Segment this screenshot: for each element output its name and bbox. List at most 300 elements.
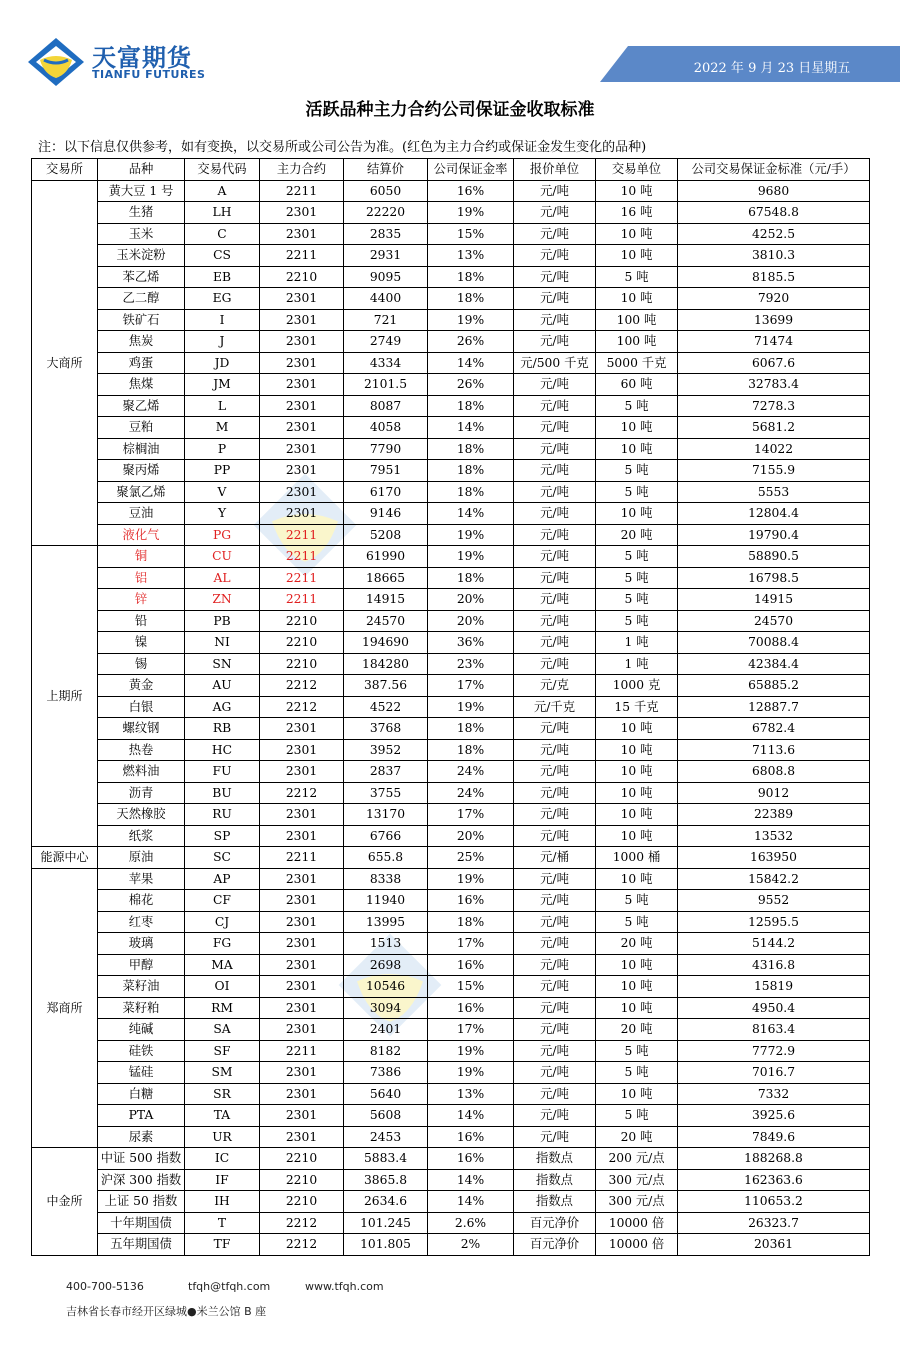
- cell-name: 纯碱: [98, 1019, 185, 1041]
- cell-margin: 7920: [678, 288, 870, 310]
- cell-name: 天然橡胶: [98, 804, 185, 826]
- cell-unit: 5 吨: [596, 567, 678, 589]
- table-row: [32, 524, 870, 546]
- cell-code: CS: [185, 245, 260, 267]
- cell-contract: 2212: [260, 675, 344, 697]
- cell-margin: 19790.4: [678, 524, 870, 546]
- cell-unit: 10 吨: [596, 997, 678, 1019]
- cell-name: 焦煤: [98, 374, 185, 396]
- cell-quote: 元/吨: [514, 997, 596, 1019]
- cell-unit: 1000 桶: [596, 847, 678, 869]
- cell-price: 5640: [344, 1083, 428, 1105]
- cell-contract: 2210: [260, 632, 344, 654]
- cell-unit: 1 吨: [596, 653, 678, 675]
- cell-unit: 10 吨: [596, 438, 678, 460]
- cell-code: CJ: [185, 911, 260, 933]
- cell-unit: 10 吨: [596, 1083, 678, 1105]
- table-row: [32, 180, 870, 202]
- cell-price: 3952: [344, 739, 428, 761]
- cell-contract: 2301: [260, 804, 344, 826]
- cell-quote: 元/吨: [514, 546, 596, 568]
- cell-rate: 18%: [428, 911, 514, 933]
- table-row: [32, 288, 870, 310]
- cell-rate: 20%: [428, 825, 514, 847]
- cell-name: 硅铁: [98, 1040, 185, 1062]
- cell-rate: 26%: [428, 331, 514, 353]
- cell-unit: 5 吨: [596, 546, 678, 568]
- cell-code: SF: [185, 1040, 260, 1062]
- cell-unit: 5 吨: [596, 481, 678, 503]
- cell-rate: 18%: [428, 567, 514, 589]
- cell-name: 白银: [98, 696, 185, 718]
- cell-price: 9146: [344, 503, 428, 525]
- cell-unit: 5 吨: [596, 460, 678, 482]
- table-row: [32, 890, 870, 912]
- cell-rate: 25%: [428, 847, 514, 869]
- cell-rate: 14%: [428, 503, 514, 525]
- cell-code: SP: [185, 825, 260, 847]
- cell-contract: 2301: [260, 309, 344, 331]
- cell-rate: 16%: [428, 180, 514, 202]
- cell-code: J: [185, 331, 260, 353]
- cell-margin: 163950: [678, 847, 870, 869]
- cell-contract: 2211: [260, 1040, 344, 1062]
- cell-code: SC: [185, 847, 260, 869]
- cell-quote: 元/吨: [514, 589, 596, 611]
- cell-rate: 14%: [428, 1105, 514, 1127]
- cell-name: 五年期国债: [98, 1234, 185, 1256]
- cell-contract: 2210: [260, 1191, 344, 1213]
- table-row: [32, 223, 870, 245]
- cell-code: SN: [185, 653, 260, 675]
- table-row: [32, 610, 870, 632]
- cell-price: 11940: [344, 890, 428, 912]
- cell-quote: 元/吨: [514, 761, 596, 783]
- cell-contract: 2211: [260, 245, 344, 267]
- cell-name: 燃料油: [98, 761, 185, 783]
- cell-name: 豆粕: [98, 417, 185, 439]
- footer-website[interactable]: www.tfqh.com: [305, 1280, 384, 1293]
- cell-rate: 19%: [428, 309, 514, 331]
- cell-quote: 元/吨: [514, 309, 596, 331]
- cell-rate: 15%: [428, 223, 514, 245]
- table-row: [32, 954, 870, 976]
- cell-unit: 10 吨: [596, 245, 678, 267]
- cell-name: 镍: [98, 632, 185, 654]
- cell-margin: 6782.4: [678, 718, 870, 740]
- cell-rate: 17%: [428, 675, 514, 697]
- cell-unit: 300 元/点: [596, 1169, 678, 1191]
- report-date: 2022 年 9 月 23 日星期五: [693, 61, 851, 76]
- cell-margin: 15842.2: [678, 868, 870, 890]
- cell-rate: 36%: [428, 632, 514, 654]
- cell-code: HC: [185, 739, 260, 761]
- cell-rate: 13%: [428, 245, 514, 267]
- cell-rate: 18%: [428, 288, 514, 310]
- cell-name: 聚乙烯: [98, 395, 185, 417]
- cell-price: 8182: [344, 1040, 428, 1062]
- table-row: [32, 696, 870, 718]
- cell-contract: 2301: [260, 1083, 344, 1105]
- cell-unit: 5 吨: [596, 266, 678, 288]
- margin-table: [31, 158, 870, 1256]
- cell-name: 甲醇: [98, 954, 185, 976]
- cell-unit: 10 吨: [596, 868, 678, 890]
- cell-contract: 2211: [260, 546, 344, 568]
- cell-quote: 元/吨: [514, 395, 596, 417]
- cell-price: 8338: [344, 868, 428, 890]
- table-row: [32, 589, 870, 611]
- cell-margin: 8163.4: [678, 1019, 870, 1041]
- cell-code: JM: [185, 374, 260, 396]
- cell-name: 玻璃: [98, 933, 185, 955]
- cell-name: 聚氯乙烯: [98, 481, 185, 503]
- cell-contract: 2301: [260, 997, 344, 1019]
- cell-price: 61990: [344, 546, 428, 568]
- cell-margin: 7113.6: [678, 739, 870, 761]
- cell-unit: 10 吨: [596, 761, 678, 783]
- table-row: [32, 331, 870, 353]
- cell-unit: 10 吨: [596, 825, 678, 847]
- table-row: [32, 374, 870, 396]
- cell-rate: 18%: [428, 739, 514, 761]
- cell-price: 6170: [344, 481, 428, 503]
- cell-rate: 26%: [428, 374, 514, 396]
- cell-unit: 5 吨: [596, 1062, 678, 1084]
- cell-code: AP: [185, 868, 260, 890]
- table-row: [32, 1019, 870, 1041]
- cell-rate: 14%: [428, 417, 514, 439]
- table-row: [32, 804, 870, 826]
- cell-name: 白糖: [98, 1083, 185, 1105]
- cell-margin: 13532: [678, 825, 870, 847]
- cell-quote: 元/千克: [514, 696, 596, 718]
- cell-price: 2749: [344, 331, 428, 353]
- cell-contract: 2210: [260, 610, 344, 632]
- cell-price: 7386: [344, 1062, 428, 1084]
- cell-quote: 元/吨: [514, 417, 596, 439]
- cell-name: 铅: [98, 610, 185, 632]
- cell-rate: 23%: [428, 653, 514, 675]
- table-row: [32, 202, 870, 224]
- table-row: [32, 825, 870, 847]
- cell-price: 7951: [344, 460, 428, 482]
- cell-margin: 3810.3: [678, 245, 870, 267]
- cell-rate: 2%: [428, 1234, 514, 1256]
- cell-margin: 65885.2: [678, 675, 870, 697]
- cell-margin: 9012: [678, 782, 870, 804]
- cell-code: IH: [185, 1191, 260, 1213]
- cell-margin: 58890.5: [678, 546, 870, 568]
- cell-contract: 2301: [260, 352, 344, 374]
- table-row: [32, 761, 870, 783]
- cell-contract: 2301: [260, 481, 344, 503]
- cell-quote: 元/吨: [514, 567, 596, 589]
- cell-name: 玉米淀粉: [98, 245, 185, 267]
- cell-unit: 10 吨: [596, 739, 678, 761]
- exchange-cell: 上期所: [32, 546, 98, 847]
- cell-unit: 5 吨: [596, 395, 678, 417]
- cell-unit: 60 吨: [596, 374, 678, 396]
- cell-margin: 14915: [678, 589, 870, 611]
- cell-code: M: [185, 417, 260, 439]
- table-row: [32, 567, 870, 589]
- cell-code: CF: [185, 890, 260, 912]
- table-row: [32, 632, 870, 654]
- cell-contract: 2210: [260, 653, 344, 675]
- cell-rate: 19%: [428, 202, 514, 224]
- cell-rate: 14%: [428, 352, 514, 374]
- cell-code: EB: [185, 266, 260, 288]
- cell-contract: 2210: [260, 1148, 344, 1170]
- cell-margin: 7155.9: [678, 460, 870, 482]
- cell-name: 焦炭: [98, 331, 185, 353]
- cell-margin: 110653.2: [678, 1191, 870, 1213]
- cell-price: 387.56: [344, 675, 428, 697]
- cell-contract: 2212: [260, 1212, 344, 1234]
- cell-price: 5608: [344, 1105, 428, 1127]
- cell-name: 中证 500 指数: [98, 1148, 185, 1170]
- cell-margin: 71474: [678, 331, 870, 353]
- cell-margin: 14022: [678, 438, 870, 460]
- cell-margin: 13699: [678, 309, 870, 331]
- cell-unit: 10 吨: [596, 180, 678, 202]
- cell-quote: 元/吨: [514, 180, 596, 202]
- brand-name-cn: 天富期货: [92, 44, 192, 72]
- cell-code: RB: [185, 718, 260, 740]
- table-row: [32, 653, 870, 675]
- cell-margin: 5553: [678, 481, 870, 503]
- cell-quote: 元/吨: [514, 438, 596, 460]
- cell-contract: 2301: [260, 825, 344, 847]
- cell-code: P: [185, 438, 260, 460]
- cell-name: 液化气: [98, 524, 185, 546]
- cell-quote: 元/吨: [514, 1126, 596, 1148]
- cell-rate: 18%: [428, 481, 514, 503]
- cell-quote: 元/吨: [514, 954, 596, 976]
- cell-quote: 元/吨: [514, 374, 596, 396]
- cell-code: T: [185, 1212, 260, 1234]
- cell-price: 5883.4: [344, 1148, 428, 1170]
- cell-price: 10546: [344, 976, 428, 998]
- cell-name: 菜籽粕: [98, 997, 185, 1019]
- cell-quote: 元/吨: [514, 460, 596, 482]
- cell-quote: 元/吨: [514, 524, 596, 546]
- cell-rate: 16%: [428, 954, 514, 976]
- cell-code: NI: [185, 632, 260, 654]
- exchange-cell: 能源中心: [32, 847, 98, 869]
- cell-name: 苹果: [98, 868, 185, 890]
- cell-price: 2835: [344, 223, 428, 245]
- cell-name: 沥青: [98, 782, 185, 804]
- cell-contract: 2301: [260, 438, 344, 460]
- cell-code: PP: [185, 460, 260, 482]
- cell-code: LH: [185, 202, 260, 224]
- cell-contract: 2301: [260, 417, 344, 439]
- cell-code: EG: [185, 288, 260, 310]
- cell-margin: 9680: [678, 180, 870, 202]
- cell-code: CU: [185, 546, 260, 568]
- cell-name: 玉米: [98, 223, 185, 245]
- tianfu-logo-icon: [26, 36, 86, 88]
- cell-price: 4334: [344, 352, 428, 374]
- cell-name: 红枣: [98, 911, 185, 933]
- exchange-cell: 大商所: [32, 180, 98, 546]
- cell-unit: 5 吨: [596, 911, 678, 933]
- cell-rate: 19%: [428, 524, 514, 546]
- cell-margin: 7278.3: [678, 395, 870, 417]
- cell-code: JD: [185, 352, 260, 374]
- cell-price: 2698: [344, 954, 428, 976]
- table-row: [32, 546, 870, 568]
- table-row: [32, 782, 870, 804]
- cell-price: 7790: [344, 438, 428, 460]
- cell-margin: 7332: [678, 1083, 870, 1105]
- cell-name: 纸浆: [98, 825, 185, 847]
- column-header: 结算价: [344, 159, 428, 181]
- cell-price: 4400: [344, 288, 428, 310]
- cell-code: SR: [185, 1083, 260, 1105]
- cell-code: RU: [185, 804, 260, 826]
- table-row: [32, 395, 870, 417]
- table-row: [32, 1234, 870, 1256]
- cell-quote: 元/吨: [514, 245, 596, 267]
- cell-quote: 元/吨: [514, 1083, 596, 1105]
- cell-rate: 16%: [428, 997, 514, 1019]
- table-row: [32, 997, 870, 1019]
- cell-contract: 2301: [260, 395, 344, 417]
- cell-name: 豆油: [98, 503, 185, 525]
- cell-quote: 元/吨: [514, 911, 596, 933]
- cell-margin: 12804.4: [678, 503, 870, 525]
- table-row: [32, 718, 870, 740]
- cell-unit: 20 吨: [596, 1126, 678, 1148]
- cell-code: RM: [185, 997, 260, 1019]
- cell-code: I: [185, 309, 260, 331]
- cell-rate: 18%: [428, 266, 514, 288]
- cell-name: 黄金: [98, 675, 185, 697]
- cell-contract: 2301: [260, 1105, 344, 1127]
- cell-margin: 12887.7: [678, 696, 870, 718]
- table-row: [32, 1062, 870, 1084]
- cell-contract: 2301: [260, 202, 344, 224]
- cell-price: 1513: [344, 933, 428, 955]
- cell-margin: 5144.2: [678, 933, 870, 955]
- cell-quote: 指数点: [514, 1169, 596, 1191]
- cell-unit: 5 吨: [596, 610, 678, 632]
- cell-name: 苯乙烯: [98, 266, 185, 288]
- column-header: 品种: [98, 159, 185, 181]
- cell-price: 194690: [344, 632, 428, 654]
- cell-unit: 1000 克: [596, 675, 678, 697]
- cell-quote: 元/克: [514, 675, 596, 697]
- cell-code: Y: [185, 503, 260, 525]
- cell-price: 184280: [344, 653, 428, 675]
- cell-contract: 2301: [260, 761, 344, 783]
- cell-quote: 元/吨: [514, 825, 596, 847]
- cell-contract: 2210: [260, 1169, 344, 1191]
- cell-rate: 16%: [428, 1126, 514, 1148]
- table-row: [32, 417, 870, 439]
- cell-quote: 元/吨: [514, 890, 596, 912]
- footer-email[interactable]: tfqh@tfqh.com: [188, 1280, 271, 1293]
- cell-margin: 188268.8: [678, 1148, 870, 1170]
- cell-unit: 5 吨: [596, 890, 678, 912]
- cell-quote: 百元净价: [514, 1234, 596, 1256]
- table-row: [32, 1148, 870, 1170]
- cell-price: 9095: [344, 266, 428, 288]
- table-row: [32, 503, 870, 525]
- cell-contract: 2301: [260, 503, 344, 525]
- cell-price: 13995: [344, 911, 428, 933]
- cell-quote: 元/吨: [514, 933, 596, 955]
- table-row: [32, 1212, 870, 1234]
- cell-margin: 22389: [678, 804, 870, 826]
- cell-unit: 1 吨: [596, 632, 678, 654]
- cell-code: L: [185, 395, 260, 417]
- cell-quote: 指数点: [514, 1148, 596, 1170]
- cell-rate: 24%: [428, 782, 514, 804]
- cell-name: 热卷: [98, 739, 185, 761]
- cell-code: TA: [185, 1105, 260, 1127]
- cell-quote: 元/吨: [514, 481, 596, 503]
- cell-price: 2101.5: [344, 374, 428, 396]
- cell-price: 2837: [344, 761, 428, 783]
- cell-price: 5208: [344, 524, 428, 546]
- cell-price: 655.8: [344, 847, 428, 869]
- brand-name-en: TIANFU FUTURES: [92, 68, 206, 81]
- cell-rate: 18%: [428, 718, 514, 740]
- cell-price: 4522: [344, 696, 428, 718]
- cell-margin: 4950.4: [678, 997, 870, 1019]
- cell-margin: 15819: [678, 976, 870, 998]
- cell-rate: 20%: [428, 589, 514, 611]
- table-row: [32, 675, 870, 697]
- footer-phone: 400-700-5136: [66, 1280, 144, 1293]
- cell-contract: 2301: [260, 223, 344, 245]
- cell-code: IF: [185, 1169, 260, 1191]
- exchange-cell: 中金所: [32, 1148, 98, 1256]
- cell-contract: 2212: [260, 782, 344, 804]
- cell-name: 聚丙烯: [98, 460, 185, 482]
- cell-margin: 8185.5: [678, 266, 870, 288]
- cell-unit: 100 吨: [596, 331, 678, 353]
- cell-code: V: [185, 481, 260, 503]
- cell-price: 22220: [344, 202, 428, 224]
- cell-price: 2931: [344, 245, 428, 267]
- cell-name: 锌: [98, 589, 185, 611]
- cell-unit: 10 吨: [596, 718, 678, 740]
- cell-code: SA: [185, 1019, 260, 1041]
- cell-code: MA: [185, 954, 260, 976]
- cell-rate: 17%: [428, 933, 514, 955]
- cell-name: 棕榈油: [98, 438, 185, 460]
- cell-quote: 元/吨: [514, 804, 596, 826]
- cell-rate: 14%: [428, 1191, 514, 1213]
- cell-unit: 10 吨: [596, 503, 678, 525]
- cell-quote: 元/吨: [514, 718, 596, 740]
- cell-quote: 元/吨: [514, 610, 596, 632]
- cell-code: FG: [185, 933, 260, 955]
- cell-name: 铜: [98, 546, 185, 568]
- cell-price: 18665: [344, 567, 428, 589]
- table-row: [32, 911, 870, 933]
- cell-name: 尿素: [98, 1126, 185, 1148]
- table-row: [32, 245, 870, 267]
- cell-contract: 2301: [260, 868, 344, 890]
- cell-unit: 15 千克: [596, 696, 678, 718]
- cell-name: 上证 50 指数: [98, 1191, 185, 1213]
